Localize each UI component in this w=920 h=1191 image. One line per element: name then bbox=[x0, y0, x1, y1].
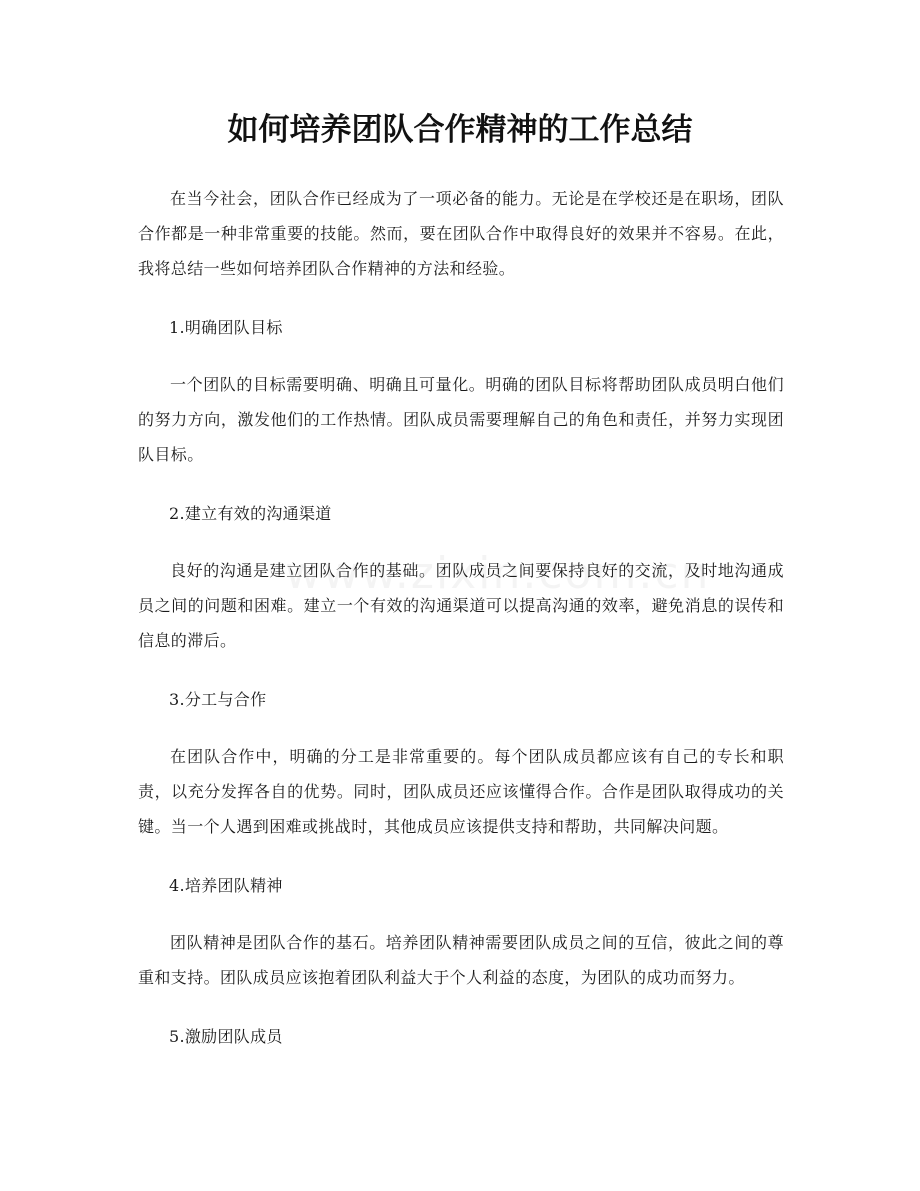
document-body bbox=[138, 181, 784, 1076]
page-title: 如何培养团队合作精神的工作总结 bbox=[227, 112, 693, 148]
section-body-2: 良好的沟通是建立团队合作的基础。团队成员之间要保持良好的交流，及时地沟通成员之间的问题和困难。建立一个有效的沟通渠道可以提高沟通的效率，避免消息的误传和信息的滞后。 bbox=[138, 561, 784, 650]
section-body-3: 在团队合作中，明确的分工是非常重要的。每个团队成员都应该有自己的专长和职责，以充分发挥各自的优势。同时，团队成员还应该懂得合作。合作是团队取得成功的关键。当一个人遇到困难或挑战时，其他成员应该提供支持和帮助，共同解决问题。 bbox=[138, 747, 784, 836]
section-body-1: 一个团队的目标需要明确、明确且可量化。明确的团队目标将帮助团队成员明白他们的努力方向，激发他们的工作热情。团队成员需要理解自己的角色和责任，并努力实现团队目标。 bbox=[138, 375, 784, 464]
section-heading-3: 3.分工与合作 bbox=[169, 690, 267, 709]
section-heading-1: 1.明确团队目标 bbox=[169, 318, 283, 337]
section-heading-5: 5.激励团队成员 bbox=[169, 1027, 283, 1046]
section-heading-2: 2.建立有效的沟通渠道 bbox=[169, 504, 332, 523]
section-heading-4: 4.培养团队精神 bbox=[169, 876, 283, 895]
intro-paragraph: 在当今社会，团队合作已经成为了一项必备的能力。无论是在学校还是在职场，团队合作都是一种非常重要的技能。然而，要在团队合作中取得良好的效果并不容易。在此，我将总结一些如何培养团队合作精神的方法和经验。 bbox=[138, 189, 784, 278]
section-body-4: 团队精神是团队合作的基石。培养团队精神需要团队成员之间的互信，彼此之间的尊重和支持。团队成员应该抱着团队利益大于个人利益的态度，为团队的成功而努力。 bbox=[138, 933, 784, 987]
